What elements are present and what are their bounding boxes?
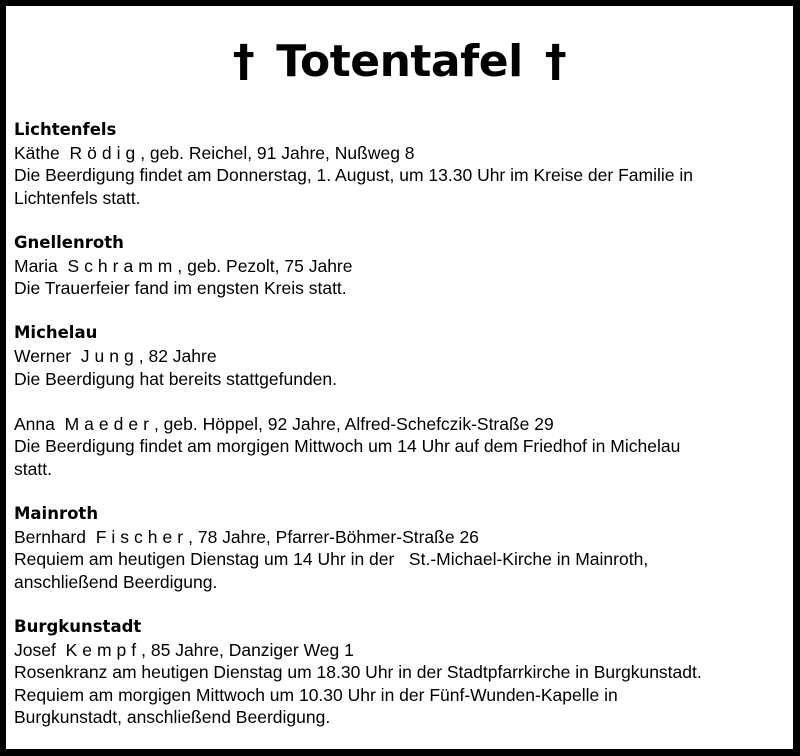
section-mainroth bbox=[14, 503, 789, 593]
obituary-entry bbox=[14, 639, 789, 729]
first-name: Käthe bbox=[14, 142, 60, 163]
surname: Schramm bbox=[67, 255, 178, 276]
obituary-board bbox=[6, 6, 793, 749]
surname: Rödig bbox=[69, 142, 141, 163]
surname: Maeder bbox=[64, 413, 154, 434]
obituary-entry bbox=[14, 413, 789, 481]
first-name: Maria bbox=[14, 255, 58, 276]
section-gnellenroth bbox=[14, 232, 789, 300]
deceased-details: , 78 Jahre, Pfarrer-Böhmer-Straße 26 bbox=[188, 526, 479, 547]
deceased-details: , geb. Höppel, 92 Jahre, Alfred-Schefczik-Straße 29 bbox=[153, 413, 554, 434]
page-title bbox=[6, 34, 793, 90]
deceased-details: , 82 Jahre bbox=[138, 345, 217, 366]
deceased-details: , geb. Pezolt, 75 Jahre bbox=[177, 255, 353, 276]
first-name: Josef bbox=[14, 639, 56, 660]
notice-text: Requiem am morgigen Mittwoch um 10.30 Uhr in der Fünf-Wunden-Kapelle in bbox=[14, 684, 618, 705]
section-michelau bbox=[14, 322, 789, 480]
deceased-details: , geb. Reichel, 91 Jahre, Nußweg 8 bbox=[140, 142, 415, 163]
notice-text: Die Trauerfeier fand im engsten Kreis statt. bbox=[14, 278, 347, 299]
obituary-entry bbox=[14, 345, 789, 390]
first-name: Werner bbox=[14, 345, 72, 366]
notice-text: Die Beerdigung findet am morgigen Mittwoch um 14 Uhr auf dem Friedhof in Michelau bbox=[14, 436, 681, 457]
notice-text: statt. bbox=[14, 458, 52, 479]
notice-text: Lichtenfels statt. bbox=[14, 187, 141, 208]
first-name: Anna bbox=[14, 413, 55, 434]
deceased-line bbox=[14, 639, 789, 662]
notice-text: anschließend Beerdigung. bbox=[14, 571, 218, 592]
deceased-line bbox=[14, 345, 789, 368]
place-heading: Gnellenroth bbox=[14, 232, 124, 252]
place-heading: Michelau bbox=[14, 323, 98, 343]
obituary-list bbox=[14, 119, 789, 729]
place-heading: Lichtenfels bbox=[14, 120, 117, 139]
surname: Kempf bbox=[65, 639, 142, 660]
section-lichtenfels bbox=[14, 119, 789, 209]
surname: Fischer bbox=[95, 526, 189, 547]
deceased-line bbox=[14, 142, 789, 165]
notice-text: Rosenkranz am heutigen Dienstag um 18.30 Uhr in der Stadtpfarrkirche in Burgkunstadt. bbox=[14, 662, 702, 683]
first-name: Bernhard bbox=[14, 526, 86, 547]
notice-text: Die Beerdigung findet am Donnerstag, 1. August, um 13.30 Uhr im Kreise der Familie in bbox=[14, 165, 693, 186]
place-heading: Mainroth bbox=[14, 504, 99, 524]
deceased-line bbox=[14, 526, 789, 549]
notice-text: Burgkunstadt, anschließend Beerdigung. bbox=[14, 707, 331, 728]
notice-text: Die Beerdigung hat bereits stattgefunden. bbox=[14, 368, 337, 389]
obituary-entry bbox=[14, 255, 789, 300]
notice-text: Requiem am heutigen Dienstag um 14 Uhr in der St.-Michael-Kirche in Mainroth, bbox=[14, 549, 649, 570]
obituary-entry bbox=[14, 526, 789, 594]
latin-cross-icon: † bbox=[544, 36, 567, 87]
section-burgkunstadt bbox=[14, 616, 789, 729]
deceased-details: , 85 Jahre, Danziger Weg 1 bbox=[141, 639, 354, 660]
deceased-line bbox=[14, 413, 789, 436]
page-title-text: Totentafel bbox=[276, 36, 523, 87]
deceased-line bbox=[14, 255, 789, 278]
place-heading: Burgkunstadt bbox=[14, 617, 142, 637]
surname: Jung bbox=[80, 345, 139, 366]
obituary-entry bbox=[14, 142, 789, 210]
latin-cross-icon: † bbox=[232, 36, 255, 87]
